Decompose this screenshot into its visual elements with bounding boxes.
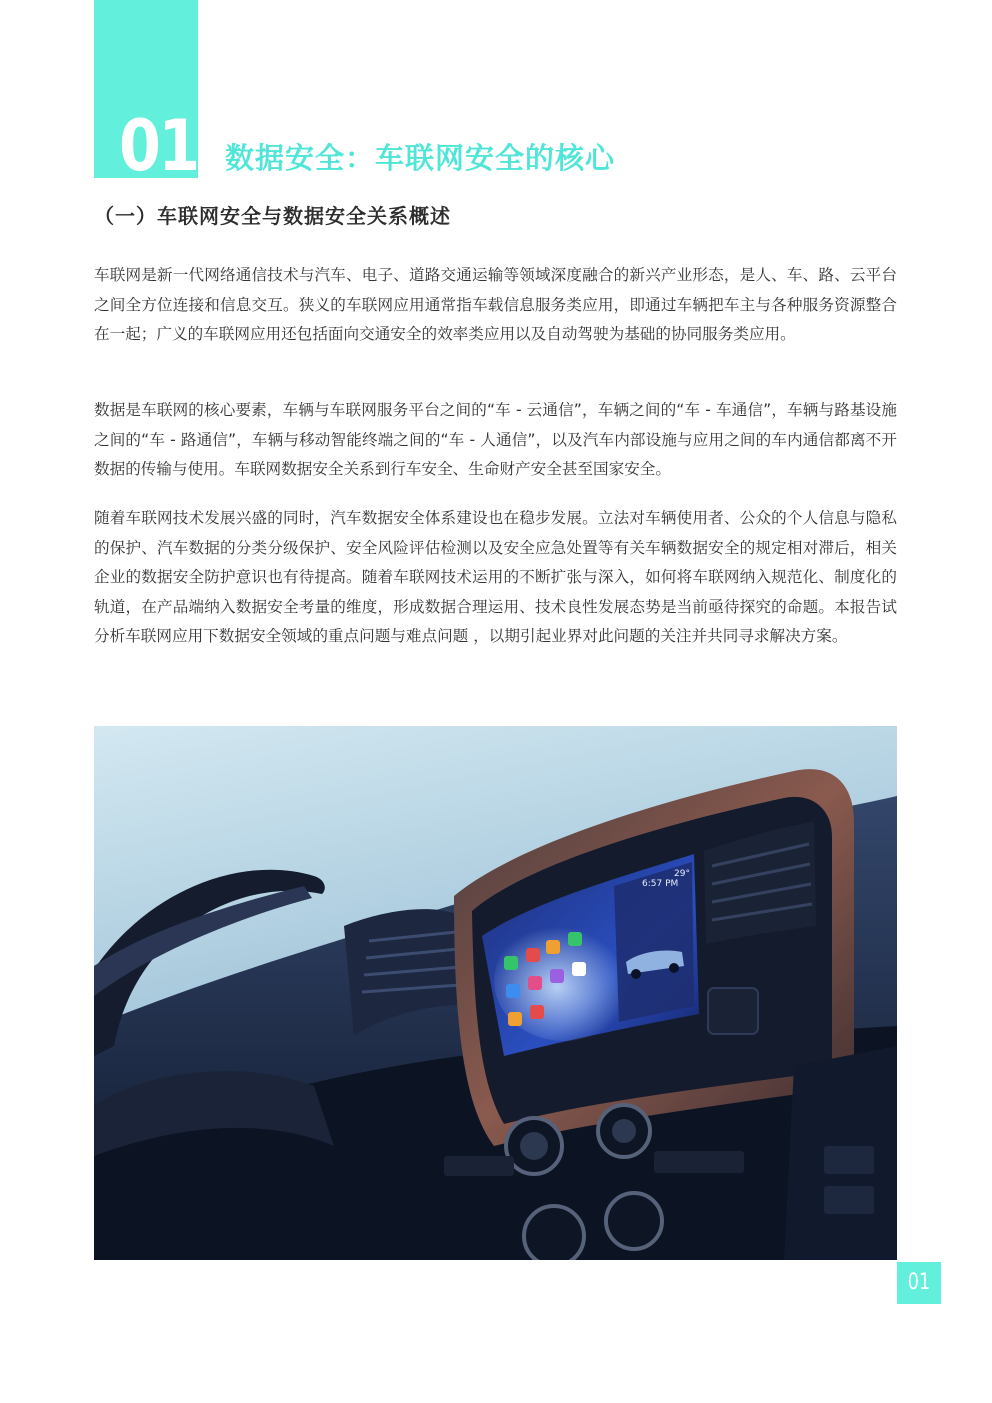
- paragraph-2: 数据是车联网的核心要素，车辆与车联网服务平台之间的“车 - 云通信”，车辆之间的“车 - 车通信”，车辆与路基设施之间的“车 - 路通信”，车辆与移动智能终端之间的“车 - 人通信”，以及汽车内部设施与应用之间的车内通信都离不开数据的传输与使用。车联网数据安全关系到行车安全、生命财产安全甚至国家安全。: [94, 401, 897, 478]
- paragraph-3: 随着车联网技术发展兴盛的同时，汽车数据安全体系建设也在稳步发展。立法对车辆使用者、公众的个人信息与隐私的保护、汽车数据的分类分级保护、安全风险评估检测以及安全应急处置等有关车辆数据安全的规定相对滞后，相关企业的数据安全防护意识也有待提高。随着车联网技术运用的不断扩张与深入，如何将车联网纳入规范化、制度化的轨道，在产品端纳入数据安全考量的维度，形成数据合理运用、技术良性发展态势是当前亟待探究的命题。本报告试分析车联网应用下数据安全领域的重点问题与难点问题 ，以期引起业界对此问题的关注并共同寻求解决方案。: [94, 509, 897, 645]
- screen-temperature: 29°: [674, 869, 690, 879]
- chapter-number: 01: [119, 105, 198, 187]
- chapter-title: 数据安全：车联网安全的核心: [225, 141, 616, 175]
- screen-time: 6:57 PM: [642, 879, 679, 889]
- section-heading: （一）车联网安全与数据安全关系概述: [94, 204, 451, 228]
- car-dashboard-photo: [94, 726, 897, 1260]
- paragraph-1: 车联网是新一代网络通信技术与汽车、电子、道路交通运输等领域深度融合的新兴产业形态，是人、车、路、云平台之间全方位连接和信息交互。狭义的车联网应用通常指车载信息服务类应用，即通过车辆把车主与各种服务资源整合在一起；广义的车联网应用还包括面向交通安全的效率类应用以及自动驾驶为基础的协同服务类应用。: [94, 266, 897, 343]
- page-number: 01: [907, 1270, 931, 1295]
